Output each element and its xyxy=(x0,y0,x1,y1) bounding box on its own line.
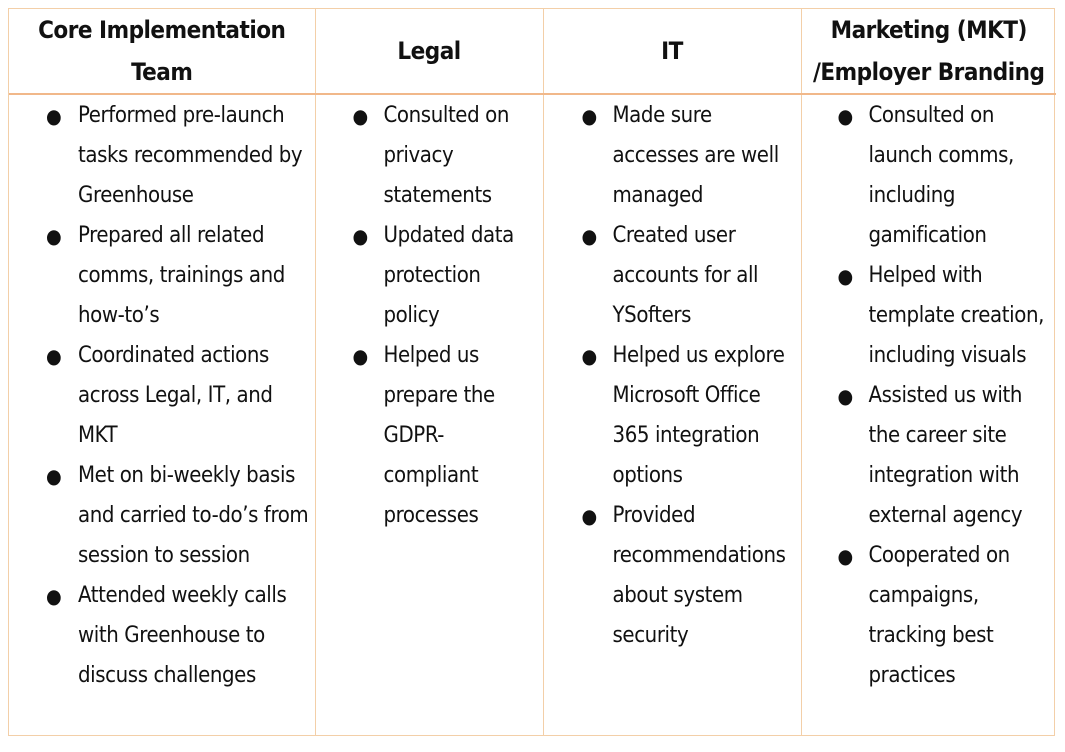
list-item-text: Met on bi-weekly basis and carried to-do’s from session to session xyxy=(78,463,309,568)
list-item-text: Helped us prepare the GDPR-compliant processes xyxy=(383,343,495,528)
list-item xyxy=(46,456,309,576)
list-item-text: Cooperated on campaigns, tracking best practices xyxy=(868,543,1010,688)
list-item-text: Assisted us with the career site integration with external agency xyxy=(868,383,1023,528)
bullet-icon: ● xyxy=(837,384,853,408)
list-item-text: Performed pre-launch tasks recommended by Greenhouse xyxy=(78,103,303,208)
bullet-icon: ● xyxy=(46,584,62,608)
bullet-icon: ● xyxy=(46,224,62,248)
list-item-text: Helped us explore Microsoft Office 365 integration options xyxy=(612,343,785,488)
list-item-text: Provided recommendations about system security xyxy=(612,503,786,648)
header-marketing: Marketing (MKT) /Employer Branding xyxy=(801,9,1056,94)
list-item xyxy=(581,96,797,216)
list-item xyxy=(837,256,1053,376)
bullet-icon: ● xyxy=(837,104,853,128)
list-item xyxy=(352,336,537,536)
list-item xyxy=(837,536,1053,696)
header-it: IT xyxy=(543,9,801,94)
list-item xyxy=(581,336,797,496)
bullet-icon: ● xyxy=(352,104,368,128)
responsibilities-table-container xyxy=(8,8,1055,736)
body-row xyxy=(9,94,1056,735)
list-item xyxy=(352,216,537,336)
list-item xyxy=(46,96,309,216)
bullet-icon: ● xyxy=(46,104,62,128)
bullet-icon: ● xyxy=(837,264,853,288)
bullet-icon: ● xyxy=(581,344,597,368)
core-team-list xyxy=(9,96,315,696)
core-team-cell xyxy=(9,94,315,735)
header-core-team: Core Implementation Team xyxy=(9,9,315,94)
bullet-icon: ● xyxy=(352,344,368,368)
list-item-text: Coordinated actions across Legal, IT, and MKT xyxy=(78,343,273,448)
responsibilities-table xyxy=(9,9,1056,735)
header-row xyxy=(9,9,1056,94)
bullet-icon: ● xyxy=(581,504,597,528)
it-cell xyxy=(543,94,801,735)
list-item xyxy=(46,216,309,336)
marketing-cell xyxy=(801,94,1056,735)
list-item xyxy=(46,336,309,456)
it-list xyxy=(544,96,801,656)
list-item-text: Prepared all related comms, trainings and how-to’s xyxy=(78,223,285,328)
bullet-icon: ● xyxy=(581,104,597,128)
list-item xyxy=(581,216,797,336)
list-item-text: Created user accounts for all YSofters xyxy=(612,223,759,328)
list-item-text: Attended weekly calls with Greenhouse to discuss challenges xyxy=(78,583,287,688)
list-item xyxy=(837,96,1053,256)
marketing-list xyxy=(802,96,1057,696)
list-item-text: Consulted on privacy statements xyxy=(383,103,509,208)
list-item-text: Consulted on launch comms, including gamification xyxy=(868,103,1014,248)
list-item xyxy=(352,96,537,216)
header-legal: Legal xyxy=(315,9,543,94)
list-item xyxy=(46,576,309,696)
list-item-text: Updated data protection policy xyxy=(383,223,514,328)
bullet-icon: ● xyxy=(581,224,597,248)
list-item-text: Made sure accesses are well managed xyxy=(612,103,779,208)
bullet-icon: ● xyxy=(46,464,62,488)
list-item xyxy=(837,376,1053,536)
legal-list xyxy=(316,96,543,536)
list-item xyxy=(581,496,797,656)
bullet-icon: ● xyxy=(46,344,62,368)
list-item-text: Helped with template creation, including visuals xyxy=(868,263,1044,368)
bullet-icon: ● xyxy=(352,224,368,248)
legal-cell xyxy=(315,94,543,735)
bullet-icon: ● xyxy=(837,544,853,568)
